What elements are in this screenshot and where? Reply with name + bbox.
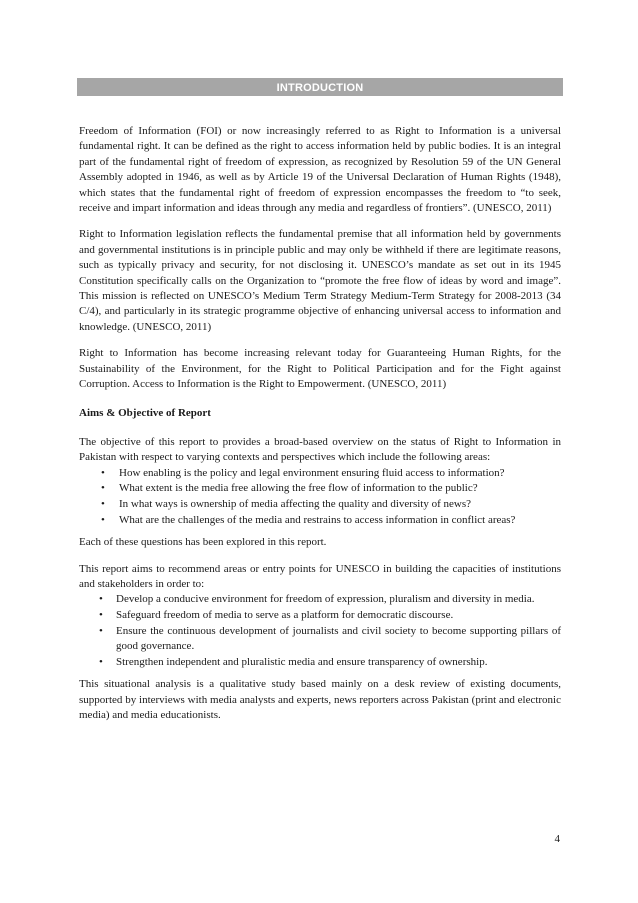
bullet-icon: •	[99, 593, 103, 606]
bullet-icon: •	[99, 655, 103, 668]
bullet-icon: •	[101, 466, 105, 479]
section-heading: INTRODUCTION	[276, 82, 364, 94]
intro-paragraph-1: Freedom of Information (FOI) or now increasingly referred to as Right to Information is a universal fundamental right. It can be defined as the right to access information held by public bodies. It is an integral part of the fundamental right of freedom of expression, as recognized by Resolution 59 of the UN General Assembly adopted in 1946, as well as by Article 19 of the Universal Declaration of Human Rights (1948), which states that the fundamental right of freedom of expression encompasses the freedom to “to seek, receive and impart information and ideas through any media and regardless of frontiers”. (UNESCO, 2011)	[79, 125, 561, 215]
bullet-icon: •	[101, 513, 105, 526]
list-item-text: What extent is the media free allowing the free flow of information to the public?	[119, 482, 478, 495]
list-item	[79, 655, 561, 671]
list-item-text: In what ways is ownership of media affecting the quality and diversity of news?	[119, 497, 472, 510]
list-item	[79, 481, 561, 497]
bullet-icon: •	[99, 608, 103, 621]
document-body	[79, 124, 561, 735]
list-item	[79, 592, 561, 608]
list-item-text: Develop a conducive environment for freedom of expression, pluralism and diversity in media.	[116, 593, 535, 606]
section-heading-bar	[77, 78, 563, 96]
objective-paragraph: The objective of this report to provides a broad-based overview on the status of Right to Information in Pakistan with respect to varying contexts and perspectives which include the following areas:	[79, 435, 561, 464]
list-item	[79, 497, 561, 513]
list-item	[79, 513, 561, 529]
bullet-icon: •	[99, 624, 103, 637]
list-item	[79, 466, 561, 482]
intro-paragraph-2: Right to Information legislation reflects the fundamental premise that all information held by governments and governmental institutions is in principle public and may only be withheld if there are legitimate reasons, such as typically privacy and security, for not disclosing it. UNESCO’s mandate as set out in its 1945 Constitution specifically calls on the Organization to “promote the free flow of ideas by word and image”. This mission is reflected on UNESCO’s Medium Term Strategy Medium-Term Strategy for 2008-2013 (34 C/4), and particularly in its strategic programme objective of enhancing universal access to information and knowledge. (UNESCO, 2011)	[79, 228, 561, 333]
list-item	[79, 624, 561, 655]
bullet-icon: •	[101, 482, 105, 495]
closing-paragraph: This situational analysis is a qualitative study based mainly on a desk review of existing documents, supported by interviews with media analysts and experts, news reporters across Pakistan (print and electronic media) and media educationists.	[79, 678, 561, 722]
aims-paragraph: This report aims to recommend areas or entry points for UNESCO in building the capacities of institutions and stakeholders in order to:	[79, 562, 561, 590]
explored-paragraph: Each of these questions has been explored in this report.	[79, 536, 327, 549]
aims-heading: Aims & Objective of Report	[79, 406, 211, 419]
list-item-text: Ensure the continuous development of journalists and civil society to become supporting pillars of good governance.	[116, 624, 561, 653]
objective-bullet-list	[79, 466, 561, 528]
list-item-text: Strengthen independent and pluralistic media and ensure transparency of ownership.	[116, 655, 488, 668]
list-item-text: How enabling is the policy and legal environment ensuring fluid access to information?	[119, 466, 505, 479]
aims-bullet-list	[79, 592, 561, 670]
page-number: 4	[554, 833, 560, 845]
intro-paragraph-3: Right to Information has become increasing relevant today for Guaranteeing Human Rights, for the Sustainability of the Environment, for the Right to Political Participation and for the Fight against Corruption. Access to Information is the Right to Empowerment. (UNESCO, 2011)	[79, 347, 561, 391]
list-item	[79, 608, 561, 624]
bullet-icon: •	[101, 497, 105, 510]
list-item-text: Safeguard freedom of media to serve as a platform for democratic discourse.	[116, 608, 454, 621]
list-item-text: What are the challenges of the media and restrains to access information in conflict areas?	[119, 513, 516, 526]
